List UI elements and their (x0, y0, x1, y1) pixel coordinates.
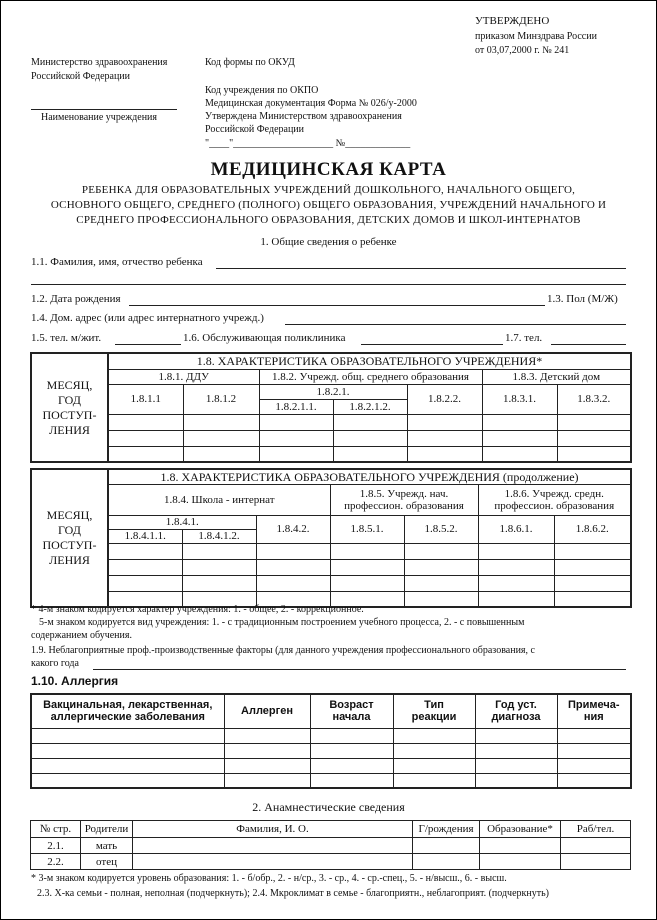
col-1852: 1.8.5.2. (404, 515, 478, 543)
group-181: 1.8.1. ДДУ (108, 369, 259, 384)
field-hazards-year: какого года (31, 658, 79, 669)
family-col-name: Фамилия, И. О. (133, 821, 413, 838)
institution-name-line[interactable] (31, 109, 177, 110)
col-1822: 1.8.2.2. (407, 384, 482, 414)
table-row (31, 773, 631, 788)
table-row (31, 414, 631, 430)
allergy-col-age: Возраст начала (310, 694, 393, 728)
allergy-col-type: Вакцинальная, лекарственная, аллергические заболевания (31, 694, 224, 728)
okud-label: Код формы по ОКУД (205, 57, 295, 68)
family-col-parents: Родители (81, 821, 133, 838)
table-row (31, 728, 631, 743)
family-col-num: № стр. (31, 821, 81, 838)
family-col-birth-year: Г/рождения (413, 821, 480, 838)
col-1862: 1.8.6.2. (554, 515, 631, 543)
ministry-line2: Российской Федерации (31, 71, 131, 82)
field-phone-home-line[interactable] (115, 344, 181, 345)
family-col-work: Раб/тел. (561, 821, 631, 838)
table-row (31, 743, 631, 758)
field-phone-label: 1.7. тел. (505, 332, 543, 344)
field-family-characteristics: 2.3. Х-ка семьи - полная, неполная (подчеркнуть); 2.4. Мкроклимат в семье - благоприятн., неблагоприят. (подчеркнуть) (37, 888, 549, 899)
note-institution-kind: 5-м знаком кодируется вид учреждения: 1. - с традиционным построением учебного процесса, 2. - с повышенным (39, 617, 525, 628)
doc-federation-line: Российской Федерации (205, 124, 305, 135)
table2-header: 1.8. ХАРАКТЕРИСТИКА ОБРАЗОВАТЕЛЬНОГО УЧРЕЖДЕНИЯ (продолжение) (108, 469, 631, 484)
table-row (31, 758, 631, 773)
page-title: МЕДИЦИНСКАЯ КАРТА (210, 159, 447, 180)
month-year-header: МЕСЯЦ, ГОД ПОСТУП- ЛЕНИЯ (31, 353, 108, 462)
allergy-table (30, 693, 632, 789)
field-phone-line[interactable] (551, 344, 626, 345)
table1-header: 1.8. ХАРАКТЕРИСТИКА ОБРАЗОВАТЕЛЬНОГО УЧРЕЖДЕНИЯ* (108, 353, 631, 369)
field-clinic-label: 1.6. Обслуживающая поликлиника (183, 332, 346, 344)
institution-label: Наименование учреждения (41, 112, 158, 123)
subtitle-line3: СРЕДНЕГО ПРОФЕССИОНАЛЬНОГО ОБРАЗОВАНИЯ, ДЕТСКИХ ДОМОВ И ШКОЛ-ИНТЕРНАТОВ (76, 214, 581, 226)
section1-heading: 1. Общие сведения о ребенке (260, 236, 397, 248)
col-1832: 1.8.3.2. (557, 384, 631, 414)
field-fullname-label: 1.1. Фамилия, имя, отчество ребенка (31, 256, 203, 268)
col-18411: 1.8.4.1.1. (108, 529, 182, 543)
col-18212: 1.8.2.1.2. (333, 399, 407, 414)
subtitle-line2: ОСНОВНОГО ОБЩЕГО, СРЕДНЕГО (ПОЛНОГО) ОБЩЕГО ОБРАЗОВАНИЯ, УЧРЕЖДЕНИЙ НАЧАЛЬНОГО И (50, 199, 607, 211)
field-fullname-line[interactable] (216, 268, 626, 269)
table-row (31, 430, 631, 446)
family-table (30, 820, 631, 870)
field-sex-label: 1.3. Пол (М/Ж) (547, 293, 618, 305)
field-phone-home-label: 1.5. тел. м/жит. (31, 332, 102, 344)
col-1842: 1.8.4.2. (256, 515, 330, 543)
col-18412: 1.8.4.1.2. (182, 529, 256, 543)
field-hazards-label: 1.9. Неблагоприятные проф.-производственные факторы (для данного учреждения профессионального образования, с (31, 645, 535, 656)
col-1821: 1.8.2.1. (259, 384, 407, 399)
institution-table-1 (30, 352, 632, 463)
field-clinic-line[interactable] (361, 344, 503, 345)
col-1861: 1.8.6.1. (478, 515, 554, 543)
group-184: 1.8.4. Школа - интернат (108, 484, 330, 515)
approved-order: приказом Минздрава России (475, 31, 597, 42)
field-address-label: 1.4. Дом. адрес (или адрес интернатного учрежд.) (31, 312, 264, 324)
field-birthdate-line[interactable] (129, 305, 545, 306)
allergy-col-notes: Примеча- ния (557, 694, 631, 728)
approved-label: УТВЕРЖДЕНО (475, 15, 550, 27)
family-col-education: Образование* (480, 821, 561, 838)
approved-date: от 03,07,2000 г. № 241 (475, 45, 570, 56)
col-1841: 1.8.4.1. (108, 515, 256, 529)
doc-approved-line: Утверждена Министерством здравоохранения (205, 111, 402, 122)
col-1831: 1.8.3.1. (482, 384, 557, 414)
allergy-col-allergen: Аллерген (224, 694, 310, 728)
field-hazards-line[interactable] (93, 669, 626, 670)
table-row (31, 543, 631, 559)
col-1812: 1.8.1.2 (183, 384, 259, 414)
col-1851: 1.8.5.1. (330, 515, 404, 543)
note-institution-type: * 4-м знаком кодируется характер учреждения: 1. - общее, 2. - коррекционное. (31, 604, 364, 615)
field-fullname-line2[interactable] (31, 284, 626, 285)
field-birthdate-label: 1.2. Дата рождения (31, 293, 121, 305)
allergy-heading: 1.10. Аллергия (31, 674, 119, 688)
doc-form-line: Медицинская документация Форма № 026/у-2000 (205, 98, 417, 109)
ministry-line1: Министерство здравоохранения (31, 57, 168, 68)
month-year-header: МЕСЯЦ, ГОД ПОСТУП- ЛЕНИЯ (31, 469, 108, 607)
allergy-col-reaction: Тип реакции (393, 694, 475, 728)
note-institution-kind-cont: содержанием обучения. (31, 630, 132, 641)
table-row (31, 446, 631, 462)
group-183: 1.8.3. Детский дом (482, 369, 631, 384)
note-education-level: * 3-м знаком кодируется уровень образования: 1. - б/обр., 2. - н/ср., 3. - ср., 4. - ср.-спец., 5. - н/высш., 6. - высш. (31, 873, 507, 884)
allergy-col-diagnosis-year: Год уст. диагноза (475, 694, 557, 728)
group-182: 1.8.2. Учрежд. общ. среднего образования (259, 369, 482, 384)
col-1811: 1.8.1.1 (108, 384, 183, 414)
table-row: 2.1. мать (31, 838, 631, 854)
table-row: 2.2. отец (31, 854, 631, 870)
section2-heading: 2. Анамнестические сведения (252, 800, 405, 814)
field-address-line[interactable] (285, 324, 626, 325)
doc-date-number: "____"____________________ №_____________ (205, 138, 411, 149)
okpo-label: Код учреждения по ОКПО (205, 85, 319, 96)
table-row (31, 575, 631, 591)
table-row (31, 559, 631, 575)
group-186: 1.8.6. Учрежд. средн. профессион. образования (478, 484, 631, 515)
subtitle-line1: РЕБЕНКА ДЛЯ ОБРАЗОВАТЕЛЬНЫХ УЧРЕЖДЕНИЙ ДОШКОЛЬНОГО, НАЧАЛЬНОГО ОБЩЕГО, (81, 184, 576, 196)
col-18211: 1.8.2.1.1. (259, 399, 333, 414)
institution-table-2 (30, 468, 632, 608)
group-185: 1.8.5. Учрежд. нач. профессион. образования (330, 484, 478, 515)
